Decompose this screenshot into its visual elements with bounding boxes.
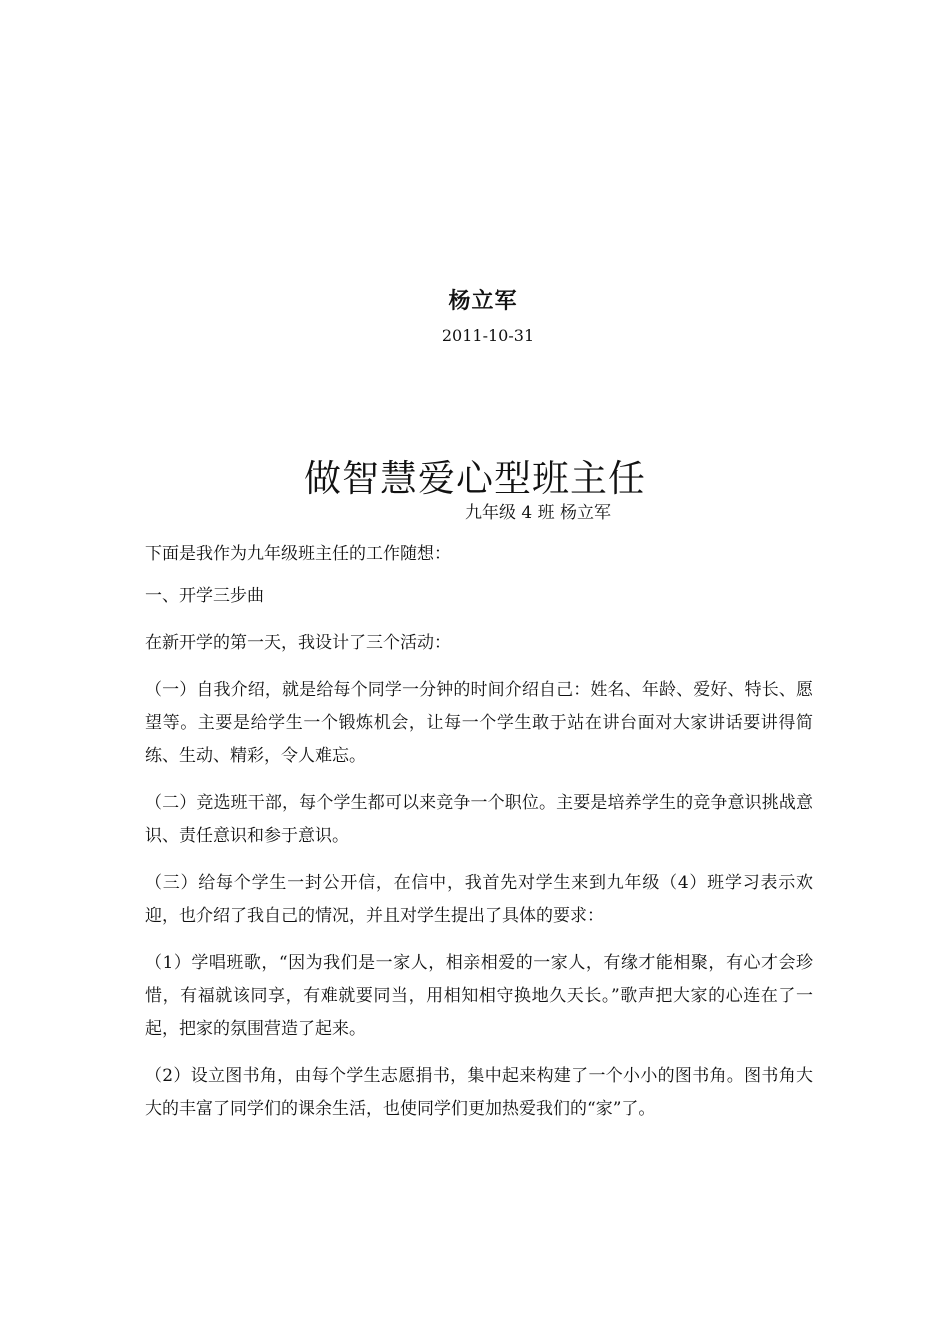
paragraph: （一）自我介绍，就是给每个同学一分钟的时间介绍自己：姓名、年龄、爱好、特长、愿望等。主要是给学生一个锻炼机会，让每一个学生敢于站在讲台面对大家讲话要讲得简练、生动、精彩，令人难忘。 bbox=[145, 680, 813, 766]
article-subtitle: 九年级 4 班 杨立军 bbox=[465, 503, 612, 523]
paragraph-intro: 下面是我作为九年级班主任的工作随想： bbox=[145, 544, 451, 564]
paragraph: （三）给每个学生一封公开信，在信中，我首先对学生来到九年级（4）班学习表示欢迎，也介绍了我自己的情况，并且对学生提出了具体的要求： bbox=[145, 873, 813, 926]
author-name: 杨立军 bbox=[448, 289, 518, 314]
paragraph: （1）学唱班歌，“因为我们是一家人，相亲相爱的一家人，有缘才能相聚，有心才会珍惜，有福就该同享，有难就要同当，用相知相守换地久天长。”歌声把大家的心连在了一起，把家的氛围营造了起来。 bbox=[145, 953, 813, 1039]
paragraph: （2）设立图书角，由每个学生志愿捐书，集中起来构建了一个小小的图书角。图书角大大的丰富了同学们的课余生活，也使同学们更加热爱我们的“家”了。 bbox=[145, 1066, 813, 1119]
paragraph: 在新开学的第一天，我设计了三个活动： bbox=[145, 633, 451, 653]
article-title: 做智慧爱心型班主任 bbox=[304, 457, 646, 500]
section-heading: 一、开学三步曲 bbox=[145, 586, 264, 606]
article-body bbox=[145, 538, 813, 1140]
paragraph: （二）竞选班干部，每个学生都可以来竞争一个职位。主要是培养学生的竞争意识挑战意识、责任意识和参于意识。 bbox=[145, 793, 813, 846]
document-date: 2011-10-31 bbox=[441, 326, 535, 345]
